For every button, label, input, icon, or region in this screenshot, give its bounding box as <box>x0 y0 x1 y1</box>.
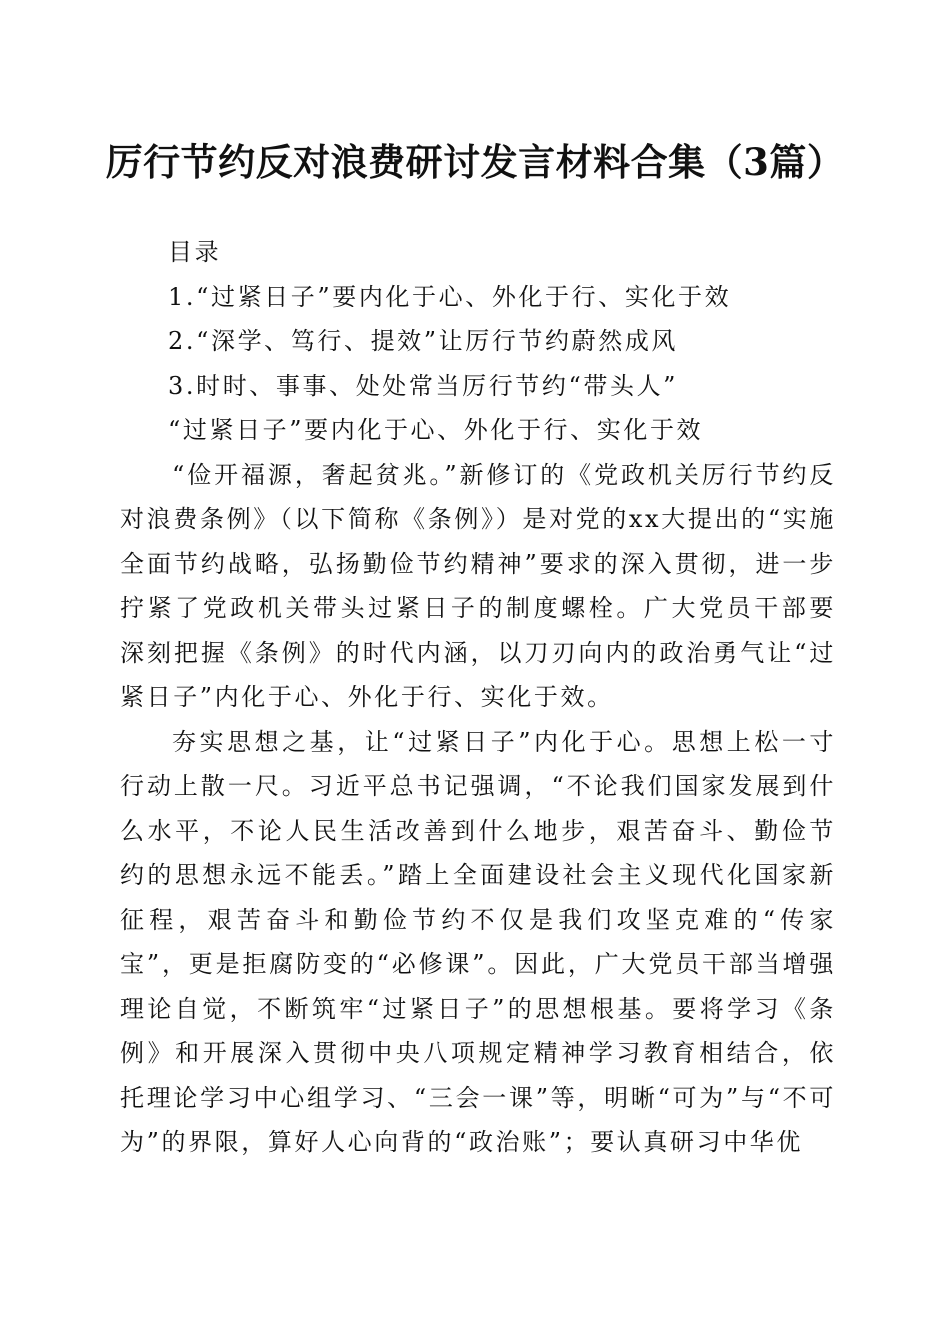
toc-item-3: 3.时时、事事、处处常当厉行节约“带头人” <box>168 371 679 400</box>
document-body <box>120 230 836 1165</box>
paragraph-1: “俭开福源，奢起贫兆。”新修订的《党政机关厉行节约反对浪费条例》（以下简称《条例》）是对党的xx大提出的“实施全面节约战略，弘扬勤俭节约精神”要求的深入贯彻，进一步拧紧了党政机关带头过紧日子的制度螺栓。广大党员干部要深刻把握《条例》的时代内涵，以刀刃向内的政治勇气让“过紧日子”内化于心、外化于行、实化于效。 <box>120 460 836 711</box>
toc-item-1: 1.“过紧日子”要内化于心、外化于行、实化于效 <box>168 282 732 311</box>
document-title: 厉行节约反对浪费研讨发言材料合集（3篇） <box>105 140 845 184</box>
section-title: “过紧日子”要内化于心、外化于行、实化于效 <box>168 416 704 444</box>
paragraph-2: 夯实思想之基，让“过紧日子”内化于心。思想上松一寸行动上散一尺。习近平总书记强调，“不论我们国家发展到什么水平，不论人民生活改善到什么地步，艰苦奋斗、勤俭节约的思想永远不能丢。”踏上全面建设社会主义现代化国家新征程，艰苦奋斗和勤俭节约不仅是我们攻坚克难的“传家宝”，更是拒腐防变的“必修课”。因此，广大党员干部当增强理论自觉，不断筑牢“过紧日子”的思想根基。要将学习《条例》和开展深入贯彻中央八项规定精神学习教育相结合，依托理论学习中心组学习、“三会一课”等，明晰“可为”与“不可为”的界限，算好人心向背的“政治账”；要认真研习中华优 <box>120 727 836 1156</box>
toc-heading: 目录 <box>168 238 222 266</box>
toc-item-2: 2.“深学、笃行、提效”让厉行节约蔚然成风 <box>168 327 679 355</box>
